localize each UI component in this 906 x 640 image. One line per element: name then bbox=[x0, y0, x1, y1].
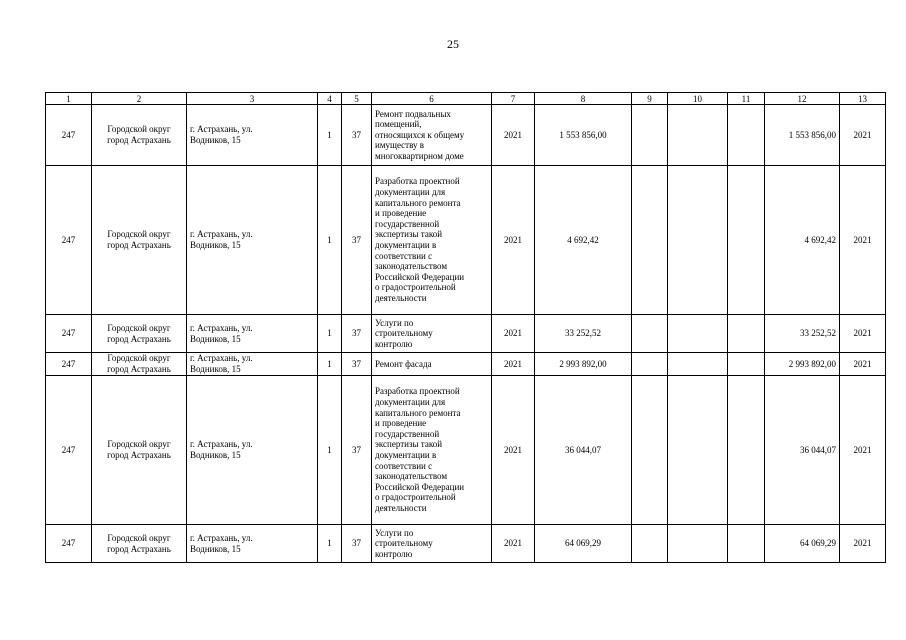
work-type-cell-line: соответствии с bbox=[375, 460, 433, 471]
work-type-cell-line: Российской Федерации bbox=[375, 271, 465, 282]
total-cell: 2 993 892,00 bbox=[765, 353, 840, 376]
row-number-cell: 247 bbox=[46, 105, 92, 166]
work-type-cell-line: законодательством bbox=[375, 261, 448, 272]
col4-cell: 1 bbox=[318, 376, 342, 525]
column-number-12: 12 bbox=[765, 93, 840, 105]
address-cell-line: Водников, 15 bbox=[190, 240, 241, 250]
work-type-cell-line: строительному bbox=[375, 328, 433, 339]
col11-cell bbox=[728, 525, 765, 563]
work-type-cell-line: Услуги по bbox=[375, 527, 414, 538]
work-type-cell-line: о градостроительной bbox=[375, 282, 456, 293]
municipality-cell bbox=[92, 525, 187, 563]
work-type-cell-line: Разработка проектной bbox=[375, 386, 460, 397]
municipality-cell-line: город Астрахань bbox=[107, 333, 171, 344]
total-cell: 36 044,07 bbox=[765, 376, 840, 525]
work-type-cell bbox=[372, 353, 492, 376]
col9-cell bbox=[632, 525, 668, 563]
end-year-cell: 2021 bbox=[840, 315, 886, 353]
work-type-cell-line: документации для bbox=[375, 187, 446, 198]
municipality-cell-line: Городской округ bbox=[107, 439, 171, 450]
work-type-cell-line: имуществу в bbox=[375, 140, 425, 151]
column-number-row bbox=[46, 93, 886, 105]
col4-cell: 1 bbox=[318, 105, 342, 166]
col4-cell: 1 bbox=[318, 525, 342, 563]
address-cell bbox=[187, 525, 318, 563]
col9-cell bbox=[632, 315, 668, 353]
col4-cell: 1 bbox=[318, 353, 342, 376]
address-cell-line: Водников, 15 bbox=[190, 135, 241, 145]
end-year-cell: 2021 bbox=[840, 376, 886, 525]
col10-cell bbox=[668, 166, 728, 315]
column-number-11: 11 bbox=[728, 93, 765, 105]
address-cell-line: Водников, 15 bbox=[190, 364, 241, 374]
address-cell-line: г. Астрахань, ул. bbox=[190, 532, 253, 543]
column-number-13: 13 bbox=[840, 93, 886, 105]
row-number-cell: 247 bbox=[46, 525, 92, 563]
address-cell-line: г. Астрахань, ул. bbox=[190, 322, 253, 333]
work-type-cell-line: Российской Федерации bbox=[375, 481, 465, 492]
column-number-8: 8 bbox=[535, 93, 632, 105]
col5-cell: 37 bbox=[342, 525, 372, 563]
work-type-cell bbox=[372, 315, 492, 353]
address-cell bbox=[187, 315, 318, 353]
total-cell: 4 692,42 bbox=[765, 166, 840, 315]
column-number-3: 3 bbox=[187, 93, 318, 105]
work-type-cell-line: документации в bbox=[375, 450, 437, 460]
cost-cell: 36 044,07 bbox=[535, 376, 632, 525]
col11-cell bbox=[728, 315, 765, 353]
column-number-5: 5 bbox=[342, 93, 372, 105]
address-cell-line: Водников, 15 bbox=[190, 450, 241, 460]
address-cell bbox=[187, 353, 318, 376]
cost-cell: 2 993 892,00 bbox=[535, 353, 632, 376]
municipality-cell-line: Городской округ bbox=[107, 124, 171, 135]
row-number-cell: 247 bbox=[46, 166, 92, 315]
address-cell-line: г. Астрахань, ул. bbox=[190, 229, 253, 240]
col9-cell bbox=[632, 376, 668, 525]
row-number-cell: 247 bbox=[46, 376, 92, 525]
col4-cell: 1 bbox=[318, 166, 342, 315]
cost-cell: 1 553 856,00 bbox=[535, 105, 632, 166]
address-cell-line: Водников, 15 bbox=[190, 543, 241, 554]
address-cell bbox=[187, 166, 318, 315]
work-type-cell-line: строительному bbox=[375, 538, 433, 549]
work-type-cell-line: контролю bbox=[375, 548, 413, 559]
address-cell-line: г. Астрахань, ул. bbox=[190, 124, 253, 135]
col11-cell bbox=[728, 376, 765, 525]
col5-cell: 37 bbox=[342, 376, 372, 525]
col10-cell bbox=[668, 105, 728, 166]
column-number-7: 7 bbox=[492, 93, 535, 105]
municipality-cell-line: город Астрахань bbox=[107, 135, 171, 145]
end-year-cell: 2021 bbox=[840, 525, 886, 563]
col11-cell bbox=[728, 353, 765, 376]
table-row bbox=[46, 315, 886, 353]
cost-cell: 33 252,52 bbox=[535, 315, 632, 353]
address-cell bbox=[187, 105, 318, 166]
year-cell: 2021 bbox=[492, 166, 535, 315]
table-row bbox=[46, 525, 886, 563]
municipality-cell bbox=[92, 166, 187, 315]
year-cell: 2021 bbox=[492, 376, 535, 525]
work-type-cell-line: деятельности bbox=[375, 292, 427, 303]
municipality-cell-line: город Астрахань bbox=[107, 240, 171, 250]
work-type-cell-line: законодательством bbox=[375, 471, 448, 482]
table-row bbox=[46, 105, 886, 166]
municipality-cell-line: город Астрахань bbox=[107, 543, 171, 554]
work-type-cell-line: экспертизы такой bbox=[375, 439, 443, 450]
table-row bbox=[46, 166, 886, 315]
column-number-1: 1 bbox=[46, 93, 92, 105]
total-cell: 1 553 856,00 bbox=[765, 105, 840, 166]
year-cell: 2021 bbox=[492, 353, 535, 376]
table-body bbox=[46, 93, 886, 563]
work-type-cell-line: помещений, bbox=[375, 119, 422, 130]
work-type-cell-line: Услуги по bbox=[375, 317, 414, 328]
work-type-cell-line: и проведение bbox=[375, 418, 427, 429]
col9-cell bbox=[632, 353, 668, 376]
work-type-cell-line: соответствии с bbox=[375, 250, 433, 261]
repair-program-table bbox=[45, 92, 886, 563]
municipality-cell-line: Городской округ bbox=[107, 229, 171, 240]
end-year-cell: 2021 bbox=[840, 166, 886, 315]
work-type-cell bbox=[372, 166, 492, 315]
col5-cell: 37 bbox=[342, 105, 372, 166]
municipality-cell bbox=[92, 376, 187, 525]
column-number-10: 10 bbox=[668, 93, 728, 105]
col5-cell: 37 bbox=[342, 166, 372, 315]
col4-cell: 1 bbox=[318, 315, 342, 353]
row-number-cell: 247 bbox=[46, 353, 92, 376]
year-cell: 2021 bbox=[492, 525, 535, 563]
col11-cell bbox=[728, 105, 765, 166]
total-cell: 64 069,29 bbox=[765, 525, 840, 563]
col5-cell: 37 bbox=[342, 315, 372, 353]
address-cell-line: Водников, 15 bbox=[190, 333, 241, 344]
work-type-cell-line: документации для bbox=[375, 397, 446, 408]
column-number-9: 9 bbox=[632, 93, 668, 105]
work-type-cell-line: многоквартирном доме bbox=[375, 150, 464, 161]
work-type-cell-line: деятельности bbox=[375, 502, 427, 513]
work-type-cell bbox=[372, 376, 492, 525]
address-cell-line: г. Астрахань, ул. bbox=[190, 439, 253, 450]
table-row bbox=[46, 353, 886, 376]
row-number-cell: 247 bbox=[46, 315, 92, 353]
work-type-cell-line: государственной bbox=[375, 218, 440, 229]
municipality-cell bbox=[92, 353, 187, 376]
municipality-cell-line: Городской округ bbox=[107, 532, 171, 543]
work-type-cell bbox=[372, 105, 492, 166]
work-type-cell-line: капитального ремонта bbox=[375, 407, 461, 418]
col10-cell bbox=[668, 353, 728, 376]
col11-cell bbox=[728, 166, 765, 315]
work-type-cell-line: государственной bbox=[375, 428, 440, 439]
column-number-2: 2 bbox=[92, 93, 187, 105]
municipality-cell bbox=[92, 315, 187, 353]
work-type-cell-line: документации в bbox=[375, 240, 437, 250]
work-type-cell-line: капитального ремонта bbox=[375, 197, 461, 208]
work-type-cell bbox=[372, 525, 492, 563]
year-cell: 2021 bbox=[492, 315, 535, 353]
col5-cell: 37 bbox=[342, 353, 372, 376]
end-year-cell: 2021 bbox=[840, 105, 886, 166]
col9-cell bbox=[632, 166, 668, 315]
municipality-cell-line: Городской округ bbox=[107, 322, 171, 333]
work-type-cell-line: Разработка проектной bbox=[375, 176, 460, 187]
column-number-4: 4 bbox=[318, 93, 342, 105]
col9-cell bbox=[632, 105, 668, 166]
work-type-cell-line: и проведение bbox=[375, 208, 427, 219]
address-cell bbox=[187, 376, 318, 525]
work-type-cell-line: Ремонт подвальных bbox=[375, 108, 451, 119]
col10-cell bbox=[668, 315, 728, 353]
municipality-cell-line: город Астрахань bbox=[107, 450, 171, 460]
col10-cell bbox=[668, 525, 728, 563]
work-type-cell-line: о градостроительной bbox=[375, 492, 456, 503]
address-cell-line: г. Астрахань, ул. bbox=[190, 353, 253, 364]
column-number-6: 6 bbox=[372, 93, 492, 105]
work-type-cell-line: экспертизы такой bbox=[375, 229, 443, 240]
page-number: 25 bbox=[447, 37, 459, 51]
end-year-cell: 2021 bbox=[840, 353, 886, 376]
municipality-cell bbox=[92, 105, 187, 166]
work-type-cell-line: Ремонт фасада bbox=[375, 358, 432, 369]
work-type-cell-line: относящихся к общему bbox=[375, 129, 465, 140]
work-type-cell-line: контролю bbox=[375, 338, 413, 349]
municipality-cell-line: Городской округ bbox=[107, 353, 171, 364]
cost-cell: 4 692,42 bbox=[535, 166, 632, 315]
table-row bbox=[46, 376, 886, 525]
municipality-cell-line: город Астрахань bbox=[107, 364, 171, 374]
cost-cell: 64 069,29 bbox=[535, 525, 632, 563]
total-cell: 33 252,52 bbox=[765, 315, 840, 353]
col10-cell bbox=[668, 376, 728, 525]
year-cell: 2021 bbox=[492, 105, 535, 166]
